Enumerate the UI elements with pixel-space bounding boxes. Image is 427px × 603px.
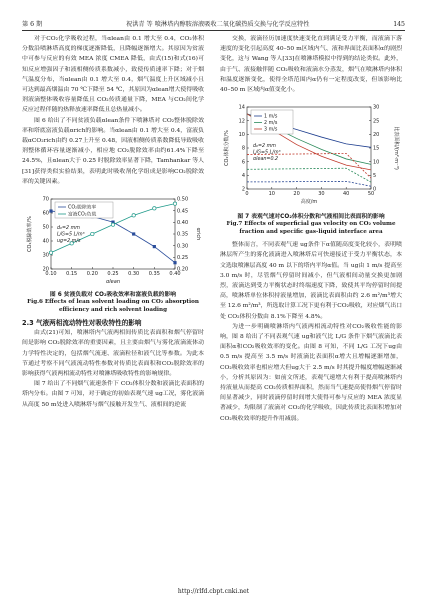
y-left-tick-label: 6 <box>241 159 245 166</box>
legend-label: 富液CO₂负载 <box>68 212 97 218</box>
data-point <box>91 232 94 235</box>
page-number: 145 <box>393 21 405 28</box>
paragraph: 为进一步明确喷淋塔内气液两相流动特性对CO₂吸收性能的影响，图 8 给出了不同表观气速 ug和液气比 L/G 条件下烟气液滴比表面积α和CO₂吸收效率的变化。由图 8 可知，不同 L/G 工况下ug由 0.5 m/s 提高至 3.5 m/s 时液滴比表面积α增大且增幅逐渐增加，CO₂吸收效率也相应增大但ug大于 2.5 m/s 时其提升幅度增幅逐渐减小，分析其原因为：如前文所述，表观气速增大有利于提高喷淋塔内持液量从而提高 CO₂传质相界面积，然而当气速提高使得烟气停留时间显著减少，同时液滴停留时间增大使得可参与反应的 MEA 浓度显著减少，均限制了液滴对 CO₂的化学吸收，因此传质比表面积增加对 CO₂吸收效率的提升作用减弱。 <box>220 323 402 422</box>
y-right-tick-label: 0.35 <box>177 231 189 238</box>
running-title: 祝洪青 等 喷淋塔内醇胺溶液吸收二氧化碳热质交换与化学反应特性 <box>126 21 310 28</box>
data-point <box>132 214 135 217</box>
figure-6 <box>22 193 204 314</box>
paragraph: 对于CO₂化学吸收过程，当αlean由 0.1 增大至 0.4，CO₂体积分数沿喷淋塔高度的梯度逐渐降低，且降幅逐渐增大。其原因为贫液中可参与反应的有效 MEA 浓度 CMEA 降低，由式(15)和式(16)可知反应增强因子和液相侧传质系数减小，致使传质速率下降；对于烟气温度分布，当αlean由 0.1 增大至 0.4，烟气温度上升区域减小且可达到最高烟温由 70 ℃下降至 54 ℃，其原因为αlean增大使得吸收剂液滴整体吸收容量降低且 CO₂传质通量下降，MEA 与CO₂间化学反应过程伴随的热释放速率降低且总热量减小。 <box>22 36 204 114</box>
y-left-tick-label: 10 <box>238 132 245 139</box>
annotation: d₀=2 mm <box>57 226 80 232</box>
issue-number: 第 6 期 <box>22 21 43 28</box>
legend-label: 2 m/s <box>264 121 278 127</box>
y-right-tick-label: 5 <box>373 173 377 180</box>
data-point <box>132 232 135 235</box>
figure-7 <box>220 101 402 236</box>
fig7-caption-zh: 图 7 表观气速对CO₂体积分数和气液相间比表面积的影响 <box>237 214 385 221</box>
legend-label: 3 m/s <box>264 127 278 133</box>
section-heading: 2.3 气液两相流动特性对吸收特性的影响 <box>22 319 142 328</box>
y-left-tick-label: 12 <box>238 118 245 125</box>
y-left-tick-label: 40 <box>42 238 49 245</box>
fig7-caption-en-line1: Fig.7 Effects of superficial gas velocity on CO₂ volume <box>226 221 396 228</box>
y-left-tick-label: 60 <box>42 210 49 217</box>
data-point <box>111 223 114 226</box>
series-line-4 <box>247 168 371 182</box>
paragraph: 图 7 给出了不同烟气流速条件下 CO₂体积分数和液滴比表面积的塔内分布。由图 7 可知，对于确定的初始表观气速 ug工况，雾化液滴从高度 50 m处进入喷淋塔与烟气接触开发生气、液相间的逆流 <box>22 381 204 408</box>
annotation: L/G=5 L/m³ <box>253 150 281 156</box>
y-right-tick-label: 0 <box>373 186 377 193</box>
y-right-tick-label: 30 <box>373 104 380 111</box>
series-line-3 <box>247 182 371 187</box>
x-tick-label: 20 <box>293 191 300 198</box>
data-point <box>49 209 52 212</box>
annotation: d₀=2 mm <box>253 144 276 150</box>
data-point <box>49 251 52 254</box>
data-point <box>153 245 156 248</box>
y-right-tick-label: 15 <box>373 145 380 152</box>
x-tick-label: 0.20 <box>86 271 98 278</box>
x-axis-label: αlean <box>106 279 120 286</box>
y-left-tick-label: 30 <box>42 252 49 259</box>
y-right-tick-label: 0.45 <box>177 208 189 215</box>
y-left-tick-label: 50 <box>42 224 49 231</box>
x-tick-label: 40 <box>343 191 350 198</box>
y-left-axis-label: CO₂体积分数/% <box>224 130 230 167</box>
y-right-tick-label: 0.25 <box>177 255 189 262</box>
data-point <box>173 202 176 205</box>
paragraph: 整体而言，不同表观气速 ug条件下α值随高度变化较小，表明喷淋层所产生的雾化液滴进入喷淋塔后可快速接近于受力平衡状态，本文选取喷淋层高度 40 m 以下的塔内平均α值。当 ug由 1 m/s 提高至 3.0 m/s 时，尽管烟气停留时间减小，但气液相间动量交换更加剧烈，液滴达到受力平衡状态时终端速度下降，致使其平均停留时间提高，喷淋塔单位体积持液量增加，液滴比表面积由约 2.6 m²/m³增大至 12.6 m²/m³，所选取计算工况下更有利于CO₂吸收，对应烟气出口处 CO₂体积分数由 8.1%下降至 4.8%。 <box>220 242 402 320</box>
y-left-tick-label: 20 <box>42 266 49 273</box>
x-axis-label: 高度/m <box>300 199 318 206</box>
y-right-tick-label: 0.30 <box>177 243 189 250</box>
annotation: ug=2 m/s <box>57 239 81 245</box>
y-right-axis-label: αrich <box>195 227 201 241</box>
fig6-chart <box>23 193 203 289</box>
right-column <box>220 34 402 424</box>
x-tick-label: 0.40 <box>169 271 181 278</box>
x-tick-label: 0.10 <box>45 271 57 278</box>
y-left-tick-label: 8 <box>241 145 245 152</box>
y-right-tick-label: 0.40 <box>177 220 189 227</box>
x-tick-label: 0.35 <box>148 271 160 278</box>
fig6-caption-en-line2: efficiency and rich solvent loading <box>59 306 167 313</box>
data-point <box>153 207 156 210</box>
y-right-tick-label: 10 <box>373 159 380 166</box>
annotation: L/G=5 L/m³ <box>57 232 85 238</box>
running-header <box>22 14 405 31</box>
x-tick-label: 30 <box>318 191 325 198</box>
x-tick-label: 0.30 <box>128 271 140 278</box>
y-right-tick-label: 20 <box>373 132 380 139</box>
y-right-tick-label: 0.20 <box>177 266 189 273</box>
x-tick-label: 10 <box>268 191 275 198</box>
y-left-tick-label: 4 <box>241 173 245 180</box>
legend-label: 1 m/s <box>264 114 278 120</box>
data-point <box>173 261 176 264</box>
y-left-tick-label: 70 <box>42 196 49 203</box>
annotation: αlean=0.2 <box>253 157 279 163</box>
y-left-tick-label: 2 <box>241 186 245 193</box>
fig7-chart <box>221 101 401 211</box>
fig6-caption-zh: 图 6 贫液负载对 CO₂吸收效率和富液负载的影响 <box>49 292 177 299</box>
y-right-axis-label: 比表面积/(m²·m⁻³) <box>393 126 399 171</box>
paragraph: 由式(21)可知，喷淋塔内气液两相间传质比表面积和烟气停留时间是影响 CO₂脱除效率的重要因素，且主要由烟气与雾化液滴流体动力学特性决定的，包括烟气流速、液滴粒径和液气比等参数。为此本节通过考察不同气液流动特性参数对传质比表面积和CO₂脱除效率的影响获得气液两相流动特性对喷淋塔吸收特性的影响规律。 <box>22 330 204 378</box>
x-tick-label: 0 <box>245 191 249 198</box>
paragraph: 交换，液滴径历加速度快速变化直到满足受力平衡，而液滴下落速度的变化引起高度 40–50 m区域内气、液和界面比表面积α的剧烈变化，这与 Wang 等人[33]在喷淋塔模拟中得到的结论类似。此外，由于气、液接触伴随 CO₂吸收和液滴水分蒸发，烟气在喷淋塔内体积和温度逐渐变化，使得全塔范围内α仍有一定程度改变，但该影响比 40–50 m 区域内α值变化小。 <box>220 36 402 94</box>
y-left-tick-label: 14 <box>238 104 245 111</box>
x-tick-label: 0.15 <box>66 271 78 278</box>
legend-label: CO₂脱除效率 <box>68 205 97 211</box>
x-tick-label: 50 <box>367 191 375 198</box>
x-tick-label: 0.25 <box>107 271 119 278</box>
y-right-tick-label: 25 <box>373 118 380 125</box>
fig6-caption-en-line1: Fig.6 Effects of lean solvent loading on CO₂ absorption <box>27 299 199 306</box>
y-right-tick-label: 0.50 <box>177 196 189 203</box>
y-left-axis-label: CO₂脱除效率/% <box>27 216 33 252</box>
fig7-caption-en-line2: fraction and specific gas-liquid interface area <box>239 228 383 235</box>
paragraph: 图 6 给出了不同贫液负载αlean条件下喷淋塔对 CO₂整体脱除效率和塔底富液负载αrich的影响。当αlean由 0.1 增大至 0.4，富液负载αCO₂rich由约 0.27上升至 0.48，因液相侧传质系数降低导致吸收剂整体循环容量逐渐减小，相应地 CO₂脱除效率由约61.4%下降至 24.5%，且αlean大于 0.25 时脱除效率显著下降，Tamhankar 等人[31]获得类似实验结果，表明此时吸收剂化学组成是影响CO₂脱除效率的关键因素。 <box>22 117 204 185</box>
left-column <box>22 34 204 410</box>
footer-url[interactable]: http://rlfd.cbpt.cnki.net <box>177 588 250 595</box>
